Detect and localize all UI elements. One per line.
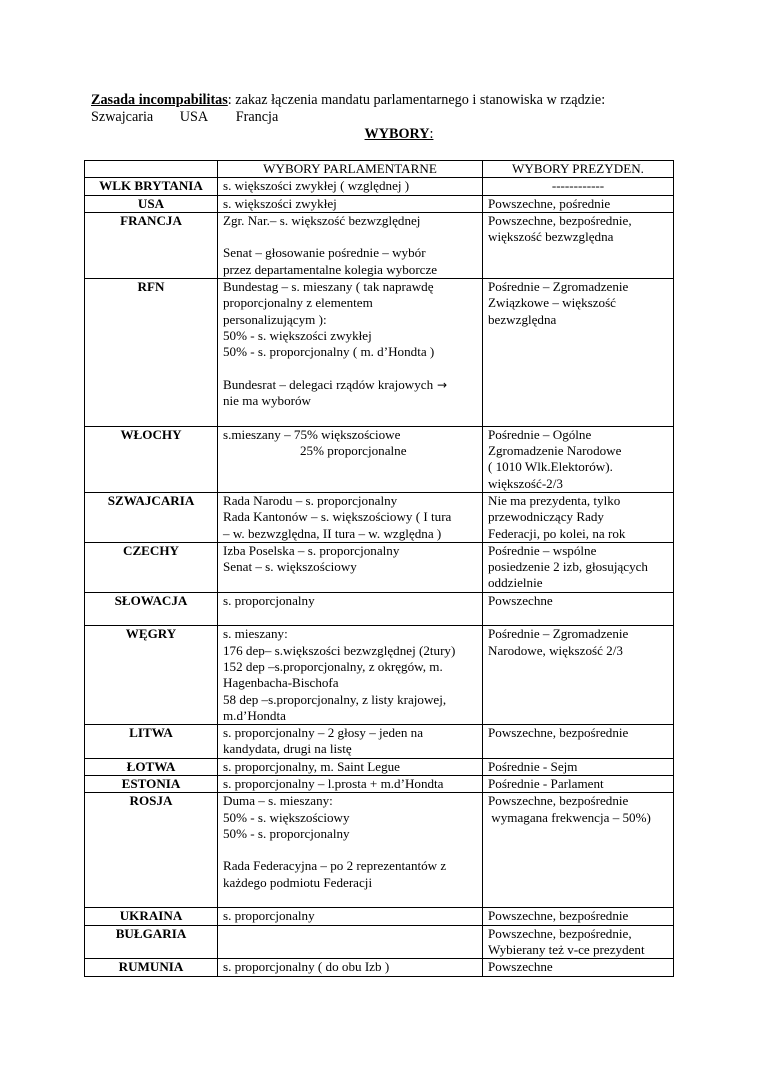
- presidential-cell: [483, 279, 674, 427]
- presidential-cell: [483, 426, 674, 492]
- cell-line: Bundesrat – delegaci rządów krajowych →: [223, 376, 448, 392]
- cell-line: Hagenbacha-Bischofa: [223, 675, 339, 691]
- presidential-cell: [483, 626, 674, 725]
- cell-line: [223, 361, 477, 377]
- table-row: [85, 426, 674, 492]
- cell-line: Pośrednie - Sejm: [488, 758, 578, 774]
- presidential-cell: [483, 592, 674, 626]
- cell-line: 50% - s. proporcjonalny ( m. d’Hondta ): [223, 344, 435, 360]
- cell-line: Izba Poselska – s. proporcjonalny: [223, 542, 400, 558]
- header-presidential: WYBORY PREZYDEN.: [483, 161, 674, 178]
- cell-line: Zgr. Nar.– s. większość bezwzględnej: [223, 212, 421, 228]
- cell-line: każdego podmiotu Federacji: [223, 874, 373, 890]
- table-row: [85, 626, 674, 725]
- intro-line: [91, 92, 605, 109]
- cell-line: Rada Federacyjna – po 2 reprezentantów z: [223, 858, 447, 874]
- cell-line: Senat – głosowanie pośrednie – wybór: [223, 245, 426, 261]
- cell-line: Nie ma prezydenta, tylko: [488, 492, 621, 508]
- cell-line: Powszechne: [488, 592, 553, 608]
- cell-line: s. proporcjonalny: [223, 908, 315, 924]
- cell-line: nie ma wyborów: [223, 393, 311, 409]
- country-name: USA: [179, 109, 209, 125]
- parliamentary-cell: [218, 959, 483, 976]
- cell-line: [223, 229, 477, 245]
- parliamentary-cell: [218, 279, 483, 427]
- table-row: [85, 908, 674, 925]
- section-title-text: WYBORY :: [327, 126, 434, 142]
- cell-line: kandydata, drugi na listę: [223, 741, 352, 757]
- header-parliamentary: WYBORY PARLAMENTARNE: [218, 161, 483, 178]
- cell-line: Związkowe – większość: [488, 295, 616, 311]
- presidential-cell: [483, 793, 674, 908]
- cell-line: 176 dep– s.większości bezwzględnej (2tury): [223, 642, 456, 658]
- country-cell: WŁOCHY: [85, 426, 218, 492]
- country-cell: FRANCJA: [85, 212, 218, 278]
- intro-term: Zasada incompabilitas: [91, 92, 228, 108]
- country-name: Szwajcaria: [91, 109, 154, 125]
- presidential-cell: [483, 195, 674, 212]
- table-row: [85, 195, 674, 212]
- presidential-cell: [483, 925, 674, 959]
- cell-line: Rada Kantonów – s. większościowy ( I tura: [223, 509, 452, 525]
- cell-line: [223, 609, 477, 625]
- cell-line: wymagana frekwencja – 50%): [488, 809, 651, 825]
- table-row: [85, 212, 674, 278]
- cell-line: s. proporcjonalny – 2 głosy – jeden na: [223, 725, 424, 741]
- cell-line: personalizującym ):: [223, 311, 327, 327]
- presidential-cell: [483, 492, 674, 542]
- cell-line: Rada Narodu – s. proporcjonalny: [223, 492, 398, 508]
- country-cell: ŁOTWA: [85, 758, 218, 775]
- parliamentary-cell: [218, 195, 483, 212]
- cell-line: s.mieszany – 75% większościowe: [223, 426, 401, 442]
- presidential-cell: [483, 775, 674, 792]
- country-cell: CZECHY: [85, 542, 218, 592]
- cell-line: Powszechne, bezpośrednie: [488, 908, 629, 924]
- cell-line: Narodowe, większość 2/3: [488, 642, 623, 658]
- presidential-cell: [483, 908, 674, 925]
- cell-line: s. mieszany:: [223, 626, 288, 642]
- cell-line: 50% - s. większościowy: [223, 809, 350, 825]
- parliamentary-cell: [218, 925, 483, 959]
- table-header-row: [85, 161, 674, 178]
- cell-line: Duma – s. mieszany:: [223, 793, 333, 809]
- parliamentary-cell: [218, 592, 483, 626]
- country-cell: WLK BRYTANIA: [85, 178, 218, 195]
- cell-line: większość bezwzględna: [488, 229, 614, 245]
- country-cell: SZWAJCARIA: [85, 492, 218, 542]
- cell-line: [223, 891, 477, 907]
- intro-definition: : zakaz łączenia mandatu parlamentarnego i stanowiska w rządzie:: [227, 92, 606, 108]
- cell-line: posiedzenie 2 izb, głosujących: [488, 559, 648, 575]
- cell-line: 50% - s. większości zwykłej: [223, 327, 372, 343]
- cell-line: przez departamentalne kolegia wyborcze: [223, 261, 438, 277]
- cell-line: Senat – s. większościowy: [223, 559, 357, 575]
- cell-line: Powszechne, bezpośrednie,: [488, 212, 632, 228]
- cell-line: 152 dep –s.proporcjonalny, z okręgów, m.: [223, 658, 443, 674]
- table-row: [85, 178, 674, 195]
- cell-line: bezwzględna: [488, 311, 557, 327]
- presidential-cell: [483, 542, 674, 592]
- cell-line: s. proporcjonalny: [223, 592, 315, 608]
- cell-line: Bundestag – s. mieszany ( tak naprawdę: [223, 279, 434, 295]
- parliamentary-cell: [218, 908, 483, 925]
- country-cell: ROSJA: [85, 793, 218, 908]
- country-cell: ESTONIA: [85, 775, 218, 792]
- header-country: [85, 161, 218, 178]
- presidential-cell: [483, 959, 674, 976]
- cell-line: Pośrednie – Zgromadzenie: [488, 279, 629, 295]
- cell-line: Pośrednie – Ogólne: [488, 426, 592, 442]
- cell-line: Pośrednie – wspólne: [488, 542, 597, 558]
- table-row: [85, 725, 674, 759]
- cell-line: proporcjonalny z elementem: [223, 295, 373, 311]
- parliamentary-cell: [218, 426, 483, 492]
- cell-line: Zgromadzenie Narodowe: [488, 443, 622, 459]
- cell-line: Powszechne, bezpośrednie: [488, 793, 629, 809]
- cell-line: s. większości zwykłej ( względnej ): [223, 178, 410, 194]
- table-row: [85, 959, 674, 976]
- table-row: [85, 925, 674, 959]
- cell-line: m.d’Hondta: [223, 707, 286, 723]
- cell-line: Wybierany też v-ce prezydent: [488, 941, 645, 957]
- parliamentary-cell: [218, 775, 483, 792]
- cell-line: [223, 842, 477, 858]
- incompatibility-countries: [91, 109, 302, 126]
- table-row: [85, 793, 674, 908]
- country-cell: SŁOWACJA: [85, 592, 218, 626]
- table-row: [85, 775, 674, 792]
- cell-line: Pośrednie - Parlament: [488, 775, 604, 791]
- cell-line: oddzielnie: [488, 575, 543, 591]
- parliamentary-cell: [218, 758, 483, 775]
- country-cell: BUŁGARIA: [85, 925, 218, 959]
- cell-line: ( 1010 Wlk.Elektorów).: [488, 459, 613, 475]
- cell-line: Powszechne, bezpośrednie,: [488, 925, 632, 941]
- cell-line: przewodniczący Rady: [488, 509, 604, 525]
- country-cell: RFN: [85, 279, 218, 427]
- parliamentary-cell: [218, 626, 483, 725]
- elections-table: [84, 160, 674, 977]
- cell-line: s. proporcjonalny – l.prosta + m.d’Hondta: [223, 775, 444, 791]
- country-cell: UKRAINA: [85, 908, 218, 925]
- cell-line: 25% proporcjonalne: [300, 443, 407, 459]
- parliamentary-cell: [218, 793, 483, 908]
- table-row: [85, 592, 674, 626]
- cell-line: – w. bezwzględna, II tura – w. względna ): [223, 525, 442, 541]
- presidential-cell: [483, 758, 674, 775]
- cell-line: [223, 926, 477, 942]
- table-row: [85, 279, 674, 427]
- cell-line: ------------: [551, 178, 605, 194]
- parliamentary-cell: [218, 492, 483, 542]
- cell-line: 58 dep –s.proporcjonalny, z listy krajowej,: [223, 691, 447, 707]
- cell-line: Powszechne, pośrednie: [488, 195, 611, 211]
- presidential-cell: [483, 178, 674, 195]
- country-name: Francja: [235, 109, 279, 125]
- parliamentary-cell: [218, 212, 483, 278]
- table-row: [85, 542, 674, 592]
- country-cell: RUMUNIA: [85, 959, 218, 976]
- cell-line: Powszechne, bezpośrednie: [488, 725, 629, 741]
- country-cell: USA: [85, 195, 218, 212]
- cell-line: s. większości zwykłej: [223, 195, 337, 211]
- parliamentary-cell: [218, 542, 483, 592]
- presidential-cell: [483, 212, 674, 278]
- cell-line: 50% - s. proporcjonalny: [223, 825, 350, 841]
- cell-line: s. proporcjonalny ( do obu Izb ): [223, 959, 390, 975]
- cell-line: s. proporcjonalny, m. Saint Legue: [223, 758, 400, 774]
- cell-line: większość-2/3: [488, 475, 563, 491]
- cell-line: Federacji, po kolei, na rok: [488, 525, 626, 541]
- table-row: [85, 758, 674, 775]
- section-title: [0, 126, 760, 143]
- parliamentary-cell: [218, 178, 483, 195]
- presidential-cell: [483, 725, 674, 759]
- country-cell: LITWA: [85, 725, 218, 759]
- table-row: [85, 492, 674, 542]
- arrow-right-icon: →: [433, 377, 448, 392]
- parliamentary-cell: [218, 725, 483, 759]
- cell-line: [223, 409, 477, 425]
- cell-line: Pośrednie – Zgromadzenie: [488, 626, 629, 642]
- country-cell: WĘGRY: [85, 626, 218, 725]
- cell-line: Powszechne: [488, 959, 553, 975]
